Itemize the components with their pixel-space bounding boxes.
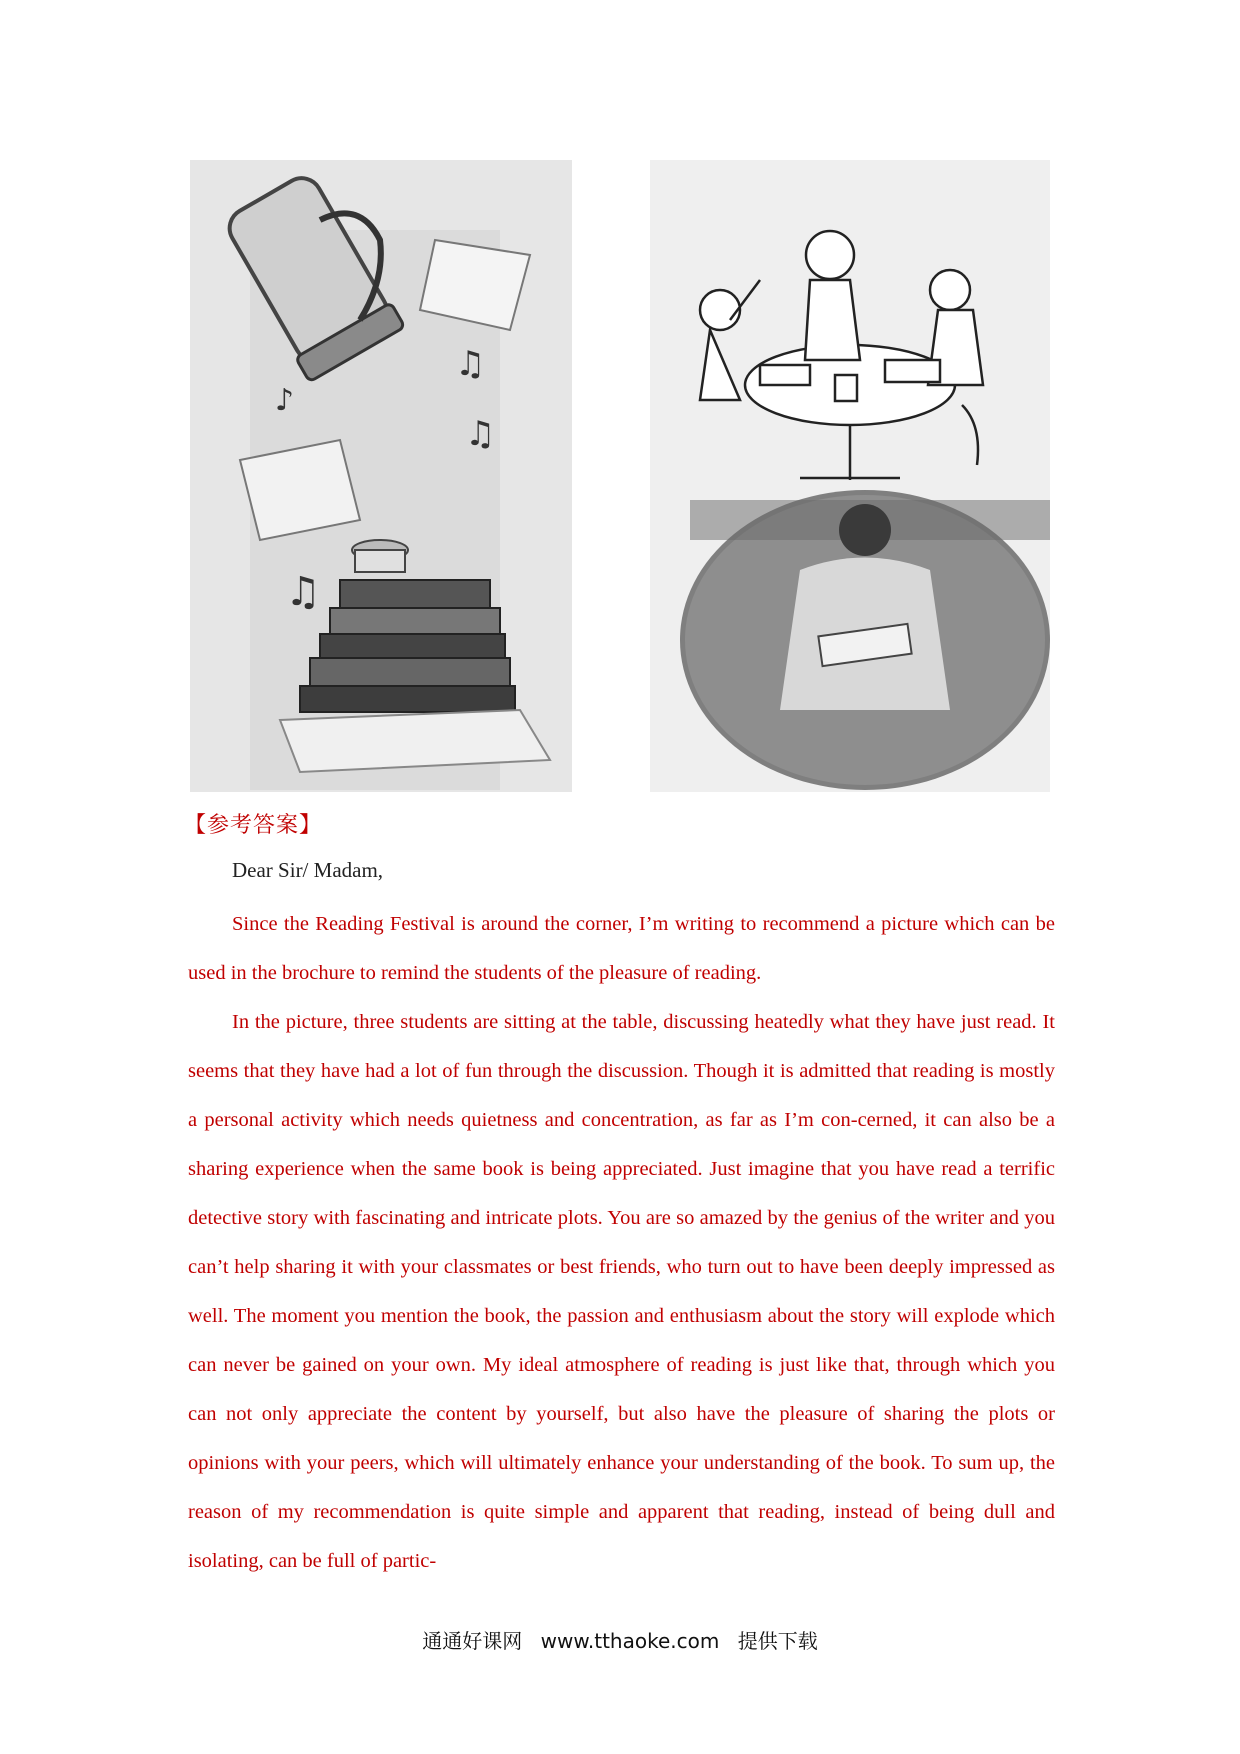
reading-scenes-svg: [650, 160, 1050, 792]
svg-text:♫: ♫: [285, 569, 321, 615]
books-illustration-svg: [190, 160, 572, 792]
books-coffee-music-illustration: [190, 160, 572, 792]
footer-url[interactable]: www.tthaoke.com: [540, 1629, 720, 1653]
students-discussing-and-man-reading-illustration: [650, 160, 1050, 792]
svg-text:♫: ♫: [465, 414, 496, 454]
letter-salutation: Dear Sir/ Madam,: [232, 858, 384, 882]
footer-suffix: 提供下载: [737, 1629, 818, 1653]
letter-paragraph-2: In the picture, three students are sitting at the table, discussing heatedly what they have just read. It seems that they have had a lot of fun through the discussion. Though it is admitted that reading is mostly a personal activity which needs quietness and concentration, as far as I’m con-cerned, it can also be a sharing experience when the same book is being appreciated. Just imagine that you have read a terrific detective story with fascinating and intricate plots. You are so amazed by the genius of the writer and you can’t help sharing it with your classmates or best friends, who turn out to have been deeply impressed as well. The moment you mention the book, the passion and enthusiasm about the story will explode which can never be gained on your own. My ideal atmosphere of reading is just like that, through which you can not only appreciate the content by yourself, but also have the pleasure of sharing the plots or opinions with your peers, which will ultimately enhance your understanding of the book. To sum up, the reason of my recommendation is quite simple and apparent that reading, instead of being dull and isolating, can be full of partic-: [188, 1011, 1055, 1572]
letter-paragraph-1: Since the Reading Festival is around the corner, I’m writing to recommend a picture which can be used in the brochure to remind the students of the pleasure of reading.: [188, 913, 1055, 984]
man-reading-photo: [680, 490, 1050, 790]
footer-site-name: 通通好课网: [422, 1629, 523, 1653]
answer-heading: 【参考答案】: [184, 813, 323, 838]
svg-text:♪: ♪: [275, 383, 295, 418]
page-footer: [0, 1625, 1240, 1654]
svg-text:♫: ♫: [455, 344, 486, 384]
letter-body: [188, 900, 1055, 1586]
